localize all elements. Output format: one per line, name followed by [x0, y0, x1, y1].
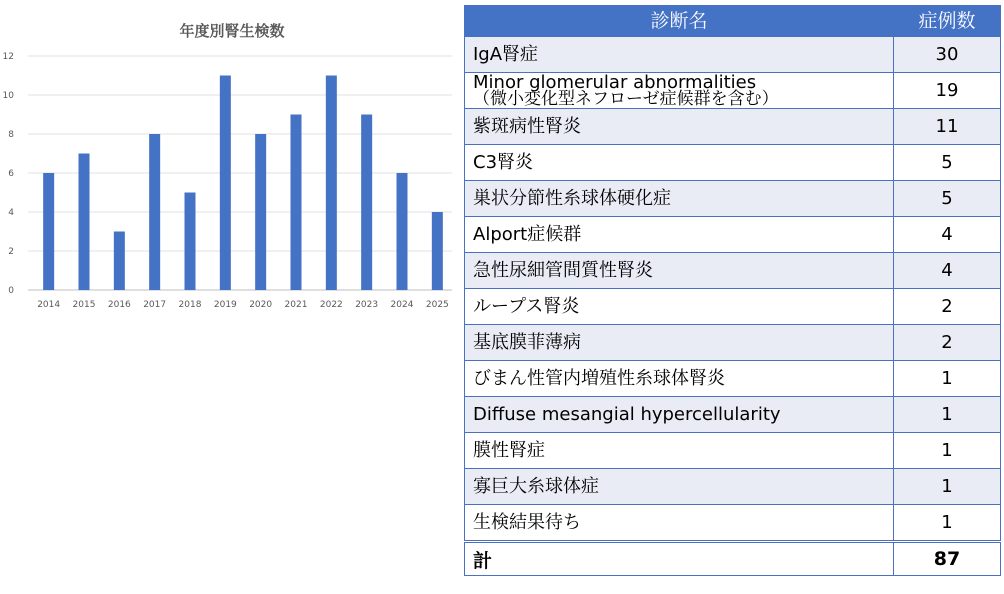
- x-tick-label: 2020: [249, 300, 273, 310]
- y-tick-label: 2: [8, 247, 14, 257]
- case-count: 5: [894, 181, 1001, 217]
- x-tick-label: 2021: [284, 300, 308, 310]
- y-tick-label: 10: [2, 91, 14, 101]
- table-header-row: [465, 6, 1001, 37]
- diagnosis-name: 紫斑病性腎炎: [465, 109, 894, 145]
- bar: [432, 212, 443, 290]
- x-tick-label: 2019: [213, 300, 237, 310]
- case-count: 2: [894, 289, 1001, 325]
- diagnosis-name: C3腎炎: [465, 145, 894, 181]
- chart-canvas: [0, 0, 460, 320]
- case-count: 5: [894, 145, 1001, 181]
- diagnosis-name: びまん性管内増殖性糸球体腎炎: [465, 361, 894, 397]
- diagnosis-name: 膜性腎症: [465, 433, 894, 469]
- total-label: 計: [465, 542, 894, 576]
- bar: [361, 115, 372, 291]
- bar: [149, 134, 160, 290]
- table-row: [465, 505, 1001, 542]
- x-tick-label: 2022: [319, 300, 343, 310]
- chart-grid: [28, 56, 452, 290]
- y-tick-label: 8: [8, 130, 14, 140]
- x-tick-label: 2025: [425, 300, 449, 310]
- table-row: [465, 73, 1001, 109]
- bar: [43, 173, 54, 290]
- diagnosis-name: 寡巨大糸球体症: [465, 469, 894, 505]
- x-tick-label: 2017: [143, 300, 167, 310]
- table-row: [465, 109, 1001, 145]
- y-tick-label: 4: [8, 208, 14, 218]
- y-tick-label: 12: [2, 52, 14, 62]
- y-tick-label: 0: [8, 286, 14, 296]
- diagnosis-name: IgA腎症: [465, 37, 894, 73]
- table-row: [465, 37, 1001, 73]
- table-row: [465, 397, 1001, 433]
- x-tick-label: 2016: [107, 300, 131, 310]
- bar: [220, 76, 231, 291]
- bar: [291, 115, 302, 291]
- case-count: 1: [894, 469, 1001, 505]
- diagnosis-name-note: （微小変化型ネフローゼ症候群を含む）: [473, 88, 779, 109]
- chart-bars: [43, 76, 443, 291]
- diagnosis-name: ループス腎炎: [465, 289, 894, 325]
- bar: [326, 76, 337, 291]
- table-row: [465, 289, 1001, 325]
- bar: [255, 134, 266, 290]
- x-tick-label: 2018: [178, 300, 202, 310]
- case-count: 4: [894, 253, 1001, 289]
- chart-title: 年度別腎生検数: [179, 22, 285, 40]
- x-tick-label: 2014: [37, 300, 61, 310]
- table-row: [465, 253, 1001, 289]
- diagnosis-name: Alport症候群: [465, 217, 894, 253]
- bar: [79, 154, 90, 291]
- table-row: [465, 469, 1001, 505]
- table-row: [465, 181, 1001, 217]
- case-count: 4: [894, 217, 1001, 253]
- case-count: 30: [894, 37, 1001, 73]
- diagnosis-table-panel: [464, 5, 1002, 576]
- diagnosis-name: 生検結果待ち: [465, 505, 894, 542]
- biopsy-chart: [0, 0, 460, 320]
- diagnosis-name: 急性尿細管間質性腎炎: [465, 253, 894, 289]
- table-row: [465, 145, 1001, 181]
- x-tick-label: 2024: [390, 300, 414, 310]
- diagnosis-name: 基底膜菲薄病: [465, 325, 894, 361]
- case-count: 1: [894, 397, 1001, 433]
- x-axis-ticks: [37, 300, 449, 310]
- case-count: 1: [894, 433, 1001, 469]
- case-count: 1: [894, 361, 1001, 397]
- header-case-count: 症例数: [894, 6, 1001, 37]
- table-row: [465, 325, 1001, 361]
- table-body: [465, 37, 1001, 542]
- table-row: [465, 361, 1001, 397]
- case-count: 1: [894, 505, 1001, 542]
- y-axis-ticks: [3, 52, 15, 296]
- case-count: 19: [894, 73, 1001, 109]
- bar: [185, 193, 196, 291]
- y-tick-label: 6: [8, 169, 14, 179]
- total-row: [465, 542, 1001, 576]
- diagnosis-name: [465, 73, 894, 109]
- x-tick-label: 2023: [355, 300, 379, 310]
- diagnosis-table: [464, 5, 1001, 576]
- diagnosis-name: Diffuse mesangial hypercellularity: [465, 397, 894, 433]
- diagnosis-name: 巣状分節性糸球体硬化症: [465, 181, 894, 217]
- total-count: 87: [894, 542, 1001, 576]
- diagnosis-name-main: Minor glomerular abnormalities: [473, 72, 757, 93]
- header-diagnosis: 診断名: [465, 6, 894, 37]
- bar: [114, 232, 125, 291]
- x-tick-label: 2015: [72, 300, 96, 310]
- table-row: [465, 433, 1001, 469]
- case-count: 11: [894, 109, 1001, 145]
- bar: [397, 173, 408, 290]
- table-row: [465, 217, 1001, 253]
- case-count: 2: [894, 325, 1001, 361]
